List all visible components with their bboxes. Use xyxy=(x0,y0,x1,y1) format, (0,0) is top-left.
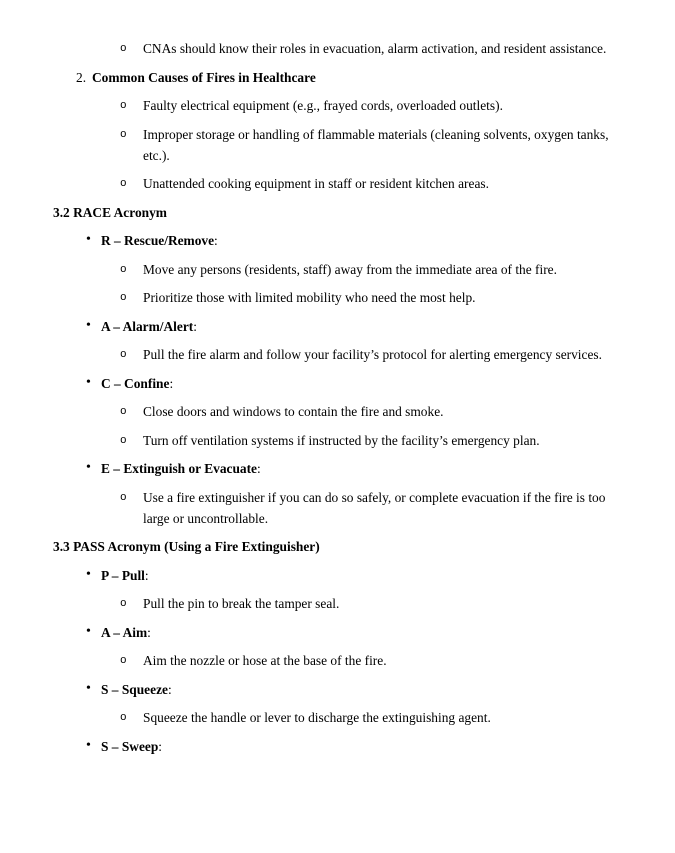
circle-bullet-icon: o xyxy=(120,128,127,141)
item-number-label: 2. xyxy=(76,69,87,85)
circle-bullet-icon: o xyxy=(120,712,127,724)
bullet-list-item xyxy=(53,458,612,479)
circle-bullet-icon: o xyxy=(120,100,127,112)
item-text: Faulty electrical equipment (e.g., frayed cords, overloaded outlets). xyxy=(143,98,503,113)
item-text: Squeeze the handle or lever to discharge the extinguishing agent. xyxy=(143,710,491,725)
item-text: S – Sweep: xyxy=(101,738,163,754)
numbered-list-item xyxy=(53,67,612,88)
sub-bullet-list-item xyxy=(53,124,612,166)
sub-bullet-list-item xyxy=(53,593,612,614)
circle-bullet-icon: o xyxy=(120,655,127,667)
sub-bullet-list-item xyxy=(53,487,612,529)
bullet-list-item xyxy=(53,373,612,394)
bullet-list-item xyxy=(53,316,612,337)
item-text: A – Aim: xyxy=(101,624,151,640)
item-text: R – Rescue/Remove: xyxy=(101,233,218,248)
item-text: Use a fire extinguisher if you can do so safely, or complete evacuation if the fire is too large or uncontrollable. xyxy=(143,489,606,526)
bullet-icon: • xyxy=(86,232,91,247)
sub-bullet-list-item xyxy=(53,95,612,116)
sub-bullet-list-item xyxy=(53,430,612,451)
item-text: C – Confine: xyxy=(101,375,174,391)
item-text: Unattended cooking equipment in staff or resident kitchen areas. xyxy=(143,176,489,191)
circle-bullet-icon: o xyxy=(120,598,127,610)
bullet-icon: • xyxy=(86,566,91,582)
sub-bullet-list-item xyxy=(53,38,612,59)
bullet-icon: • xyxy=(86,737,91,753)
item-text: Improper storage or handling of flammable materials (cleaning solvents, oxygen tanks, etc.). xyxy=(143,126,609,163)
section-heading: 3.3 PASS Acronym (Using a Fire Extinguisher) xyxy=(53,539,320,554)
circle-bullet-icon: o xyxy=(120,178,127,190)
item-text: CNAs should know their roles in evacuation, alarm activation, and resident assistance. xyxy=(143,41,607,56)
circle-bullet-icon: o xyxy=(120,263,127,276)
item-text: Common Causes of Fires in Healthcare xyxy=(92,69,316,85)
bullet-list-item xyxy=(53,679,612,700)
item-text: Move any persons (residents, staff) away from the immediate area of the fire. xyxy=(143,261,557,277)
bullet-icon: • xyxy=(86,623,91,639)
bullet-list-item xyxy=(53,736,612,757)
item-text: Aim the nozzle or hose at the base of the fire. xyxy=(143,653,387,668)
item-text: P – Pull: xyxy=(101,567,149,583)
bullet-icon: • xyxy=(86,374,91,390)
item-text: E – Extinguish or Evacuate: xyxy=(101,461,261,476)
circle-bullet-icon: o xyxy=(120,349,127,361)
item-text: S – Squeeze: xyxy=(101,681,172,697)
sub-bullet-list-item xyxy=(53,173,612,194)
bullet-list-item xyxy=(53,565,612,586)
item-text: A – Alarm/Alert: xyxy=(101,318,197,334)
item-text: Pull the fire alarm and follow your facility’s protocol for alerting emergency services. xyxy=(143,347,602,362)
sub-bullet-list-item xyxy=(53,650,612,671)
bullet-icon: • xyxy=(86,460,91,475)
sub-bullet-list-item xyxy=(53,344,612,365)
circle-bullet-icon: o xyxy=(120,406,127,418)
sub-bullet-list-item xyxy=(53,259,612,280)
bullet-icon: • xyxy=(86,680,91,696)
sub-bullet-list-item xyxy=(53,707,612,728)
bullet-list-item xyxy=(53,230,612,251)
item-text: Prioritize those with limited mobility who need the most help. xyxy=(143,290,476,305)
item-text: Turn off ventilation systems if instructed by the facility’s emergency plan. xyxy=(143,432,540,448)
item-text: Pull the pin to break the tamper seal. xyxy=(143,596,340,611)
section-heading: 3.2 RACE Acronym xyxy=(53,204,167,220)
bullet-icon: • xyxy=(86,317,91,333)
sub-bullet-list-item xyxy=(53,401,612,422)
circle-bullet-icon: o xyxy=(120,434,127,447)
circle-bullet-icon: o xyxy=(120,43,127,55)
sub-bullet-list-item xyxy=(53,287,612,308)
circle-bullet-icon: o xyxy=(120,292,127,304)
bullet-list-item xyxy=(53,622,612,643)
circle-bullet-icon: o xyxy=(120,491,127,504)
item-text: Close doors and windows to contain the fire and smoke. xyxy=(143,404,444,419)
